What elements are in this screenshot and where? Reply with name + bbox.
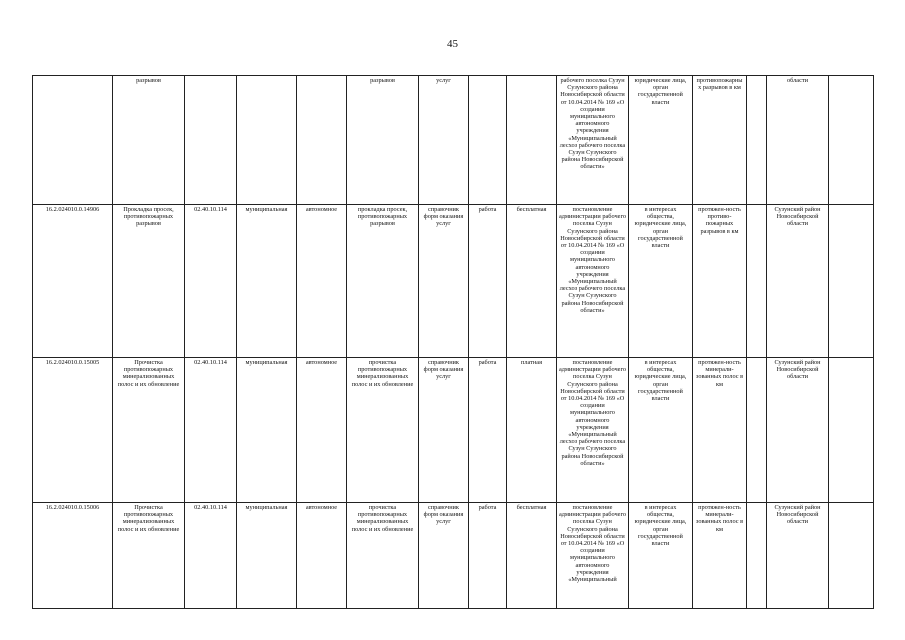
cell-registry-number: 16.2.024010.0.14906 bbox=[33, 205, 113, 358]
cell-service-name: разрывов bbox=[113, 76, 185, 205]
cell-consumers: юридические лица, орган государственной власти bbox=[629, 76, 693, 205]
cell-service-name: Прочистка противопожарных минерализованных полос и их обновление bbox=[113, 358, 185, 503]
cell-blank bbox=[829, 76, 874, 205]
cell-blank bbox=[747, 76, 767, 205]
cell-institution-type: автономное bbox=[297, 503, 347, 609]
cell-legal-basis: рабочего поселка Сузун Сузунского района Новосибирской области от 10.04.2014 № 169 «О создании муниципального автономного учреждения «Муниципальный лесхоз рабочего поселка Сузун Сузунского района Новосибирской области» bbox=[557, 76, 629, 205]
table-row bbox=[33, 205, 874, 358]
cell-indicator: протяжен-ность минерали-зованных полос в км bbox=[693, 358, 747, 503]
cell-okved-code: 02.40.10.114 bbox=[185, 205, 237, 358]
cell-payment: бесплатная bbox=[507, 205, 557, 358]
cell-registry-number bbox=[33, 76, 113, 205]
page-number: 45 bbox=[447, 38, 458, 50]
cell-unit-form: услуг bbox=[419, 76, 469, 205]
cell-category bbox=[469, 76, 507, 205]
cell-service-type: муниципальная bbox=[237, 358, 297, 503]
cell-blank bbox=[747, 503, 767, 609]
cell-service-type: муниципальная bbox=[237, 503, 297, 609]
cell-institution-type bbox=[297, 76, 347, 205]
cell-territory: Сузунский район Новосибирской области bbox=[767, 358, 829, 503]
cell-payment bbox=[507, 76, 557, 205]
cell-consumers: в интересах общества, юридические лица, орган государственной власти bbox=[629, 503, 693, 609]
table-row bbox=[33, 358, 874, 503]
cell-blank bbox=[829, 205, 874, 358]
cell-blank bbox=[829, 503, 874, 609]
cell-territory: Сузунский район Новосибирской области bbox=[767, 205, 829, 358]
table-row bbox=[33, 503, 874, 609]
cell-indicator: противопожарных разрывов в км bbox=[693, 76, 747, 205]
cell-service-content: прочистка противопожарных минерализованных полос и их обновление bbox=[347, 503, 419, 609]
cell-okved-code: 02.40.10.114 bbox=[185, 358, 237, 503]
cell-institution-type: автономное bbox=[297, 358, 347, 503]
cell-service-content: разрывов bbox=[347, 76, 419, 205]
cell-consumers: в интересах общества, юридические лица, орган государственной власти bbox=[629, 205, 693, 358]
cell-legal-basis: постановление администрации рабочего поселка Сузун Сузунского района Новосибирской области от 10.04.2014 № 169 «О создании муниципального автономного учреждения «Муниципальный bbox=[557, 503, 629, 609]
cell-payment: платная bbox=[507, 358, 557, 503]
cell-registry-number: 16.2.024010.0.15006 bbox=[33, 503, 113, 609]
cell-payment: бесплатная bbox=[507, 503, 557, 609]
cell-blank bbox=[747, 205, 767, 358]
table-row bbox=[33, 76, 874, 205]
cell-category: работа bbox=[469, 503, 507, 609]
cell-blank bbox=[829, 358, 874, 503]
cell-service-content: прокладка просек, противопожарных разрывов bbox=[347, 205, 419, 358]
cell-consumers: в интересах общества, юридические лица, орган государственной власти bbox=[629, 358, 693, 503]
cell-institution-type: автономное bbox=[297, 205, 347, 358]
cell-category: работа bbox=[469, 205, 507, 358]
cell-category: работа bbox=[469, 358, 507, 503]
services-registry-table bbox=[32, 75, 874, 609]
cell-unit-form: справочник форм оказания услуг bbox=[419, 358, 469, 503]
cell-indicator: протяжен-ность противо-пожарных разрывов в км bbox=[693, 205, 747, 358]
cell-territory: Сузунский район Новосибирской области bbox=[767, 503, 829, 609]
cell-okved-code: 02.40.10.114 bbox=[185, 503, 237, 609]
cell-okved-code bbox=[185, 76, 237, 205]
cell-registry-number: 16.2.024010.0.15005 bbox=[33, 358, 113, 503]
cell-service-type: муниципальная bbox=[237, 205, 297, 358]
cell-service-type bbox=[237, 76, 297, 205]
cell-legal-basis: постановление администрации рабочего поселка Сузун Сузунского района Новосибирской области от 10.04.2014 № 169 «О создании муниципального автономного учреждения «Муниципальный лесхоз рабочего поселка Сузун Сузунского района Новосибирской области» bbox=[557, 205, 629, 358]
cell-service-name: Прочистка противопожарных минерализованных полос и их обновление bbox=[113, 503, 185, 609]
cell-service-name: Прокладка просек, противопожарных разрывов bbox=[113, 205, 185, 358]
cell-indicator: протяжен-ность минерали-зованных полос в км bbox=[693, 503, 747, 609]
cell-territory: области bbox=[767, 76, 829, 205]
cell-service-content: прочистка противопожарных минерализованных полос и их обновление bbox=[347, 358, 419, 503]
cell-legal-basis: постановление администрации рабочего поселка Сузун Сузунского района Новосибирской области от 10.04.2014 № 169 «О создании муниципального автономного учреждения «Муниципальный лесхоз рабочего поселка Сузун Сузунского района Новосибирской области» bbox=[557, 358, 629, 503]
cell-blank bbox=[747, 358, 767, 503]
cell-unit-form: справочник форм оказания услуг bbox=[419, 205, 469, 358]
cell-unit-form: справочник форм оказания услуг bbox=[419, 503, 469, 609]
